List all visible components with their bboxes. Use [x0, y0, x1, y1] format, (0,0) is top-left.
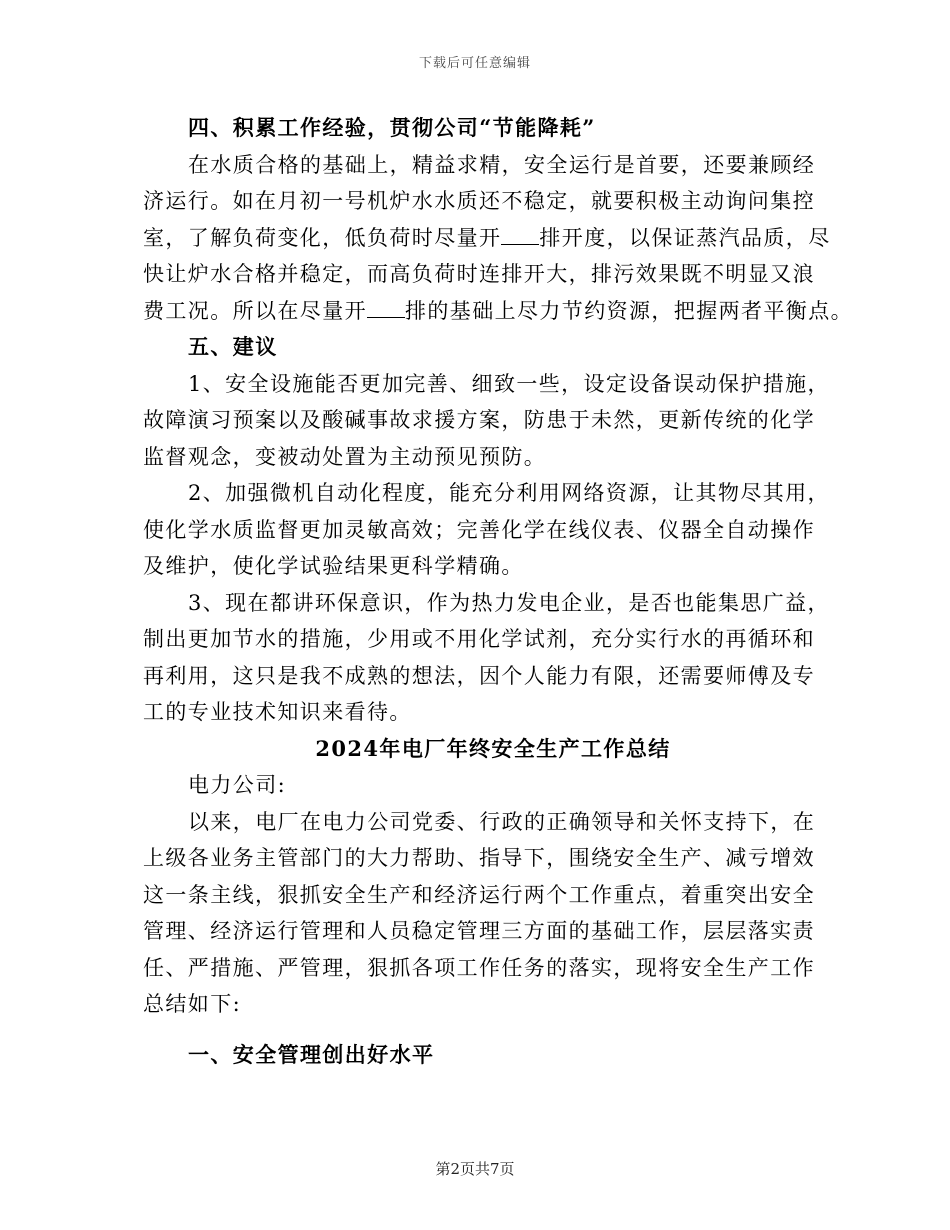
paragraph-line: 再利用，这只是我不成熟的想法，因个人能力有限，还需要师傅及专	[143, 663, 815, 688]
paragraph-line: 上级各业务主管部门的大力帮助、指导下，围绕安全生产、减亏增效	[143, 846, 815, 870]
fill-in-blank	[501, 226, 539, 245]
section-heading: 一、安全管理创出好水平	[188, 1041, 435, 1067]
paragraph-line: 及维护，使化学试验结果更科学精确。	[143, 554, 524, 578]
page-footer: 第2页共7页	[435, 1160, 515, 1178]
paragraph-line: 制出更加节水的措施，少用或不用化学试剂，充分实行水的再循环和	[143, 627, 815, 651]
text-segment: 排的基础上尽力节约资源，把握两者平衡点。	[405, 298, 853, 323]
paragraph-line: 使化学水质监督更加灵敏高效；完善化学在线仪表、仪器全自动操作	[143, 517, 815, 542]
paragraph-line	[143, 293, 853, 330]
section-heading: 五、建议	[188, 334, 278, 359]
page-header: 下载后可任意编辑	[418, 56, 531, 71]
paragraph-line: 这一条主线，狠抓安全生产和经济运行两个工作重点，着重突出安全	[143, 882, 815, 907]
paragraph-line: 监督观念，变被动处置为主动预见预防。	[143, 444, 547, 469]
text-segment: 费工况。所以在尽量开	[143, 298, 367, 323]
section-heading: 四、积累工作经验，贯彻公司“节能降耗”	[188, 115, 596, 140]
fill-in-blank	[367, 299, 405, 318]
paragraph-line: 总结如下:	[143, 992, 242, 1016]
paragraph-line: 2、加强微机自动化程度，能充分利用网络资源，让其物尽其用，	[188, 481, 830, 505]
paragraph-line: 以来，电厂在电力公司党委、行政的正确领导和关怀支持下，在	[188, 809, 816, 834]
document-body	[143, 110, 853, 1073]
text-segment: 排开度，以保证蒸汽品质，尽	[539, 225, 831, 250]
paragraph-line: 故障演习预案以及酸碱事故求援方案，防患于未然，更新传统的化学	[143, 408, 815, 432]
paragraph-line: 任、严措施、严管理，狠抓各项工作任务的落实，现将安全生产工作	[143, 955, 815, 980]
paragraph-line: 管理、经济运行管理和人员稳定管理三方面的基础工作，层层落实责	[143, 919, 815, 943]
text-segment: 室，了解负荷变化，低负荷时尽量开	[143, 225, 502, 250]
paragraph-line: 工的专业技术知识来看待。	[143, 700, 412, 724]
paragraph-line: 3、现在都讲环保意识，作为热力发电企业，是否也能集思广益，	[188, 590, 830, 615]
paragraph-line: 快让炉水合格并稳定，而高负荷时连排开大，排污效果既不明显又浪	[143, 262, 815, 286]
salutation: 电力公司:	[188, 773, 287, 797]
paragraph-line: 在水质合格的基础上，精益求精，安全运行是首要，还要兼顾经	[188, 152, 816, 177]
paragraph-line	[143, 220, 831, 257]
document-title: 2024年电厂年终安全生产工作总结	[315, 735, 671, 761]
paragraph-line: 1、安全设施能否更加完善、细致一些，设定设备误动保护措施，	[188, 371, 830, 396]
paragraph-line: 济运行。如在月初一号机炉水水质还不稳定，就要积极主动询问集控	[143, 189, 815, 213]
